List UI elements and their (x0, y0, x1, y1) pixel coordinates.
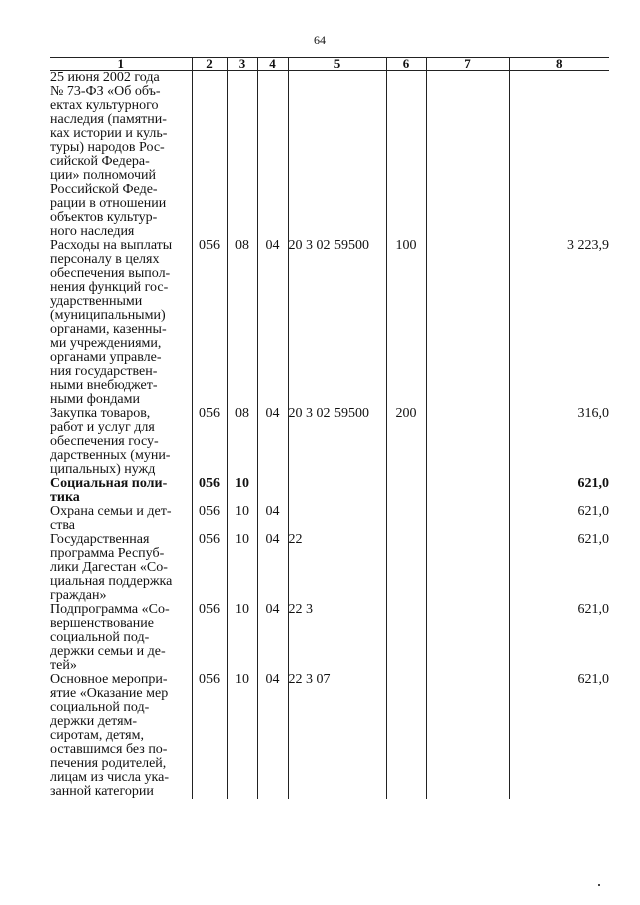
amount-value: 621,0 (509, 505, 609, 533)
row-name (50, 407, 192, 477)
row-name-line: лицам из числа ука- (50, 770, 169, 785)
column-7-value (426, 477, 509, 505)
column-7-value (426, 505, 509, 533)
table-row (50, 673, 609, 799)
row-name-line: занной категории (50, 784, 154, 799)
row-name-line: социальной под- (50, 630, 150, 645)
row-name-line: туры) народов Рос- (50, 140, 165, 155)
row-name-line: нения функций гос- (50, 280, 169, 295)
row-name-line: Государственная (50, 532, 150, 547)
row-name-line: обеспечения госу- (50, 434, 159, 449)
subsection-code: 04 (257, 239, 288, 407)
row-name-line: ектах культурного (50, 98, 159, 113)
row-name-line: ципальных) нужд (50, 462, 156, 477)
amount-value: 621,0 (509, 477, 609, 505)
row-name-line: ства (50, 518, 75, 533)
row-name-line: социальной под- (50, 700, 150, 715)
table-row (50, 407, 609, 477)
row-name-line: наследия (памятни- (50, 112, 167, 127)
row-name (50, 533, 192, 603)
row-name-line: Подпрограмма «Со- (50, 602, 170, 617)
row-name-line: (муниципальными) (50, 308, 166, 323)
row-name-line: сиротам, детям, (50, 728, 144, 743)
page-number: 64 (314, 33, 326, 47)
row-name-line: держки детям- (50, 714, 138, 729)
section-code: 10 (227, 603, 257, 673)
row-name-line: Основное меропри- (50, 672, 168, 687)
ministry-code: 056 (192, 505, 227, 533)
column-7-value (426, 533, 509, 603)
row-name-line: лики Дагестан «Со- (50, 560, 168, 575)
ministry-code: 056 (192, 239, 227, 407)
expense-type-code (386, 477, 426, 505)
ministry-code: 056 (192, 603, 227, 673)
subsection-code: 04 (257, 533, 288, 603)
row-name-line: персоналу в целях (50, 252, 160, 267)
row-name (50, 505, 192, 533)
row-name-line: рации в отношении (50, 196, 167, 211)
table-body (50, 71, 609, 800)
expense-type-code (386, 673, 426, 799)
row-name-line: тика (50, 490, 80, 505)
column-7-value (426, 407, 509, 477)
subsection-code (257, 477, 288, 505)
ministry-code (192, 71, 227, 240)
ministry-code: 056 (192, 673, 227, 799)
row-name-line: ными внебюджет- (50, 378, 158, 393)
header-row (50, 58, 609, 71)
table-row (50, 505, 609, 533)
row-name-line: ми учреждениями, (50, 336, 162, 351)
col-header-3: 3 (227, 58, 257, 71)
row-name-line: объектов культур- (50, 210, 158, 225)
table-row (50, 477, 609, 505)
row-name-line: ными фондами (50, 392, 141, 407)
row-name-line: Расходы на выплаты (50, 238, 173, 253)
target-article-code: 22 3 07 (288, 673, 386, 799)
amount-value: 316,0 (509, 407, 609, 477)
subsection-code: 04 (257, 407, 288, 477)
row-name-line: органами, казенны- (50, 322, 167, 337)
budget-table (50, 57, 609, 799)
row-name (50, 477, 192, 505)
section-code: 10 (227, 477, 257, 505)
col-header-5: 5 (288, 58, 386, 71)
row-name (50, 239, 192, 407)
row-name-line: ции» полномочий (50, 168, 157, 183)
target-article-code: 22 3 (288, 603, 386, 673)
row-name-line: граждан» (50, 588, 107, 603)
section-code: 08 (227, 407, 257, 477)
row-name-line: № 73-ФЗ «Об объ- (50, 84, 161, 99)
row-name-line: программа Респуб- (50, 546, 165, 561)
row-name-line: ятие «Оказание мер (50, 686, 169, 701)
row-name-line: сийской Федера- (50, 154, 150, 169)
row-name-line: печения родителей, (50, 756, 167, 771)
expense-type-code: 100 (386, 239, 426, 407)
row-name (50, 71, 192, 240)
expense-type-code (386, 71, 426, 240)
row-name-line: Социальная поли- (50, 476, 168, 491)
subsection-code: 04 (257, 673, 288, 799)
column-7-value (426, 239, 509, 407)
row-name-line: циальная поддержка (50, 574, 173, 589)
expense-type-code: 200 (386, 407, 426, 477)
row-name-line: Закупка товаров, (50, 406, 151, 421)
subsection-code: 04 (257, 603, 288, 673)
row-name-line: органами управле- (50, 350, 162, 365)
expense-type-code (386, 533, 426, 603)
row-name-line: ках истории и куль- (50, 126, 168, 141)
target-article-code (288, 505, 386, 533)
section-code: 10 (227, 673, 257, 799)
expense-type-code (386, 603, 426, 673)
col-header-8: 8 (509, 58, 609, 71)
table-row (50, 533, 609, 603)
col-header-6: 6 (386, 58, 426, 71)
table-row (50, 239, 609, 407)
amount-value: 621,0 (509, 603, 609, 673)
subsection-code: 04 (257, 505, 288, 533)
row-name-line: обеспечения выпол- (50, 266, 171, 281)
column-7-value (426, 603, 509, 673)
ministry-code: 056 (192, 477, 227, 505)
section-code: 10 (227, 533, 257, 603)
scan-speck (598, 884, 600, 886)
row-name (50, 603, 192, 673)
amount-value (509, 71, 609, 240)
row-name-line: Охрана семьи и дет- (50, 504, 172, 519)
row-name-line: оставшимся без по- (50, 742, 168, 757)
col-header-7: 7 (426, 58, 509, 71)
expense-type-code (386, 505, 426, 533)
ministry-code: 056 (192, 407, 227, 477)
target-article-code: 20 3 02 59500 (288, 239, 386, 407)
row-name-line: ния государствен- (50, 364, 158, 379)
row-name-line: Российской Феде- (50, 182, 158, 197)
target-article-code (288, 477, 386, 505)
row-name-line: дарственных (муни- (50, 448, 171, 463)
col-header-1: 1 (50, 58, 192, 71)
target-article-code: 22 (288, 533, 386, 603)
col-header-4: 4 (257, 58, 288, 71)
amount-value: 621,0 (509, 673, 609, 799)
amount-value: 3 223,9 (509, 239, 609, 407)
ministry-code: 056 (192, 533, 227, 603)
row-name-line: работ и услуг для (50, 420, 155, 435)
table-row (50, 603, 609, 673)
row-name-line: тей» (50, 658, 77, 673)
amount-value: 621,0 (509, 533, 609, 603)
target-article-code (288, 71, 386, 240)
row-name-line: 25 июня 2002 года (50, 70, 160, 85)
table-row (50, 71, 609, 240)
target-article-code: 20 3 02 59500 (288, 407, 386, 477)
column-7-value (426, 673, 509, 799)
section-code (227, 71, 257, 240)
section-code: 10 (227, 505, 257, 533)
row-name-line: ударственными (50, 294, 143, 309)
row-name-line: держки семьи и де- (50, 644, 166, 659)
column-7-value (426, 71, 509, 240)
section-code: 08 (227, 239, 257, 407)
row-name-line: ного наследия (50, 224, 135, 239)
row-name (50, 673, 192, 799)
subsection-code (257, 71, 288, 240)
col-header-2: 2 (192, 58, 227, 71)
row-name-line: вершенствование (50, 616, 154, 631)
